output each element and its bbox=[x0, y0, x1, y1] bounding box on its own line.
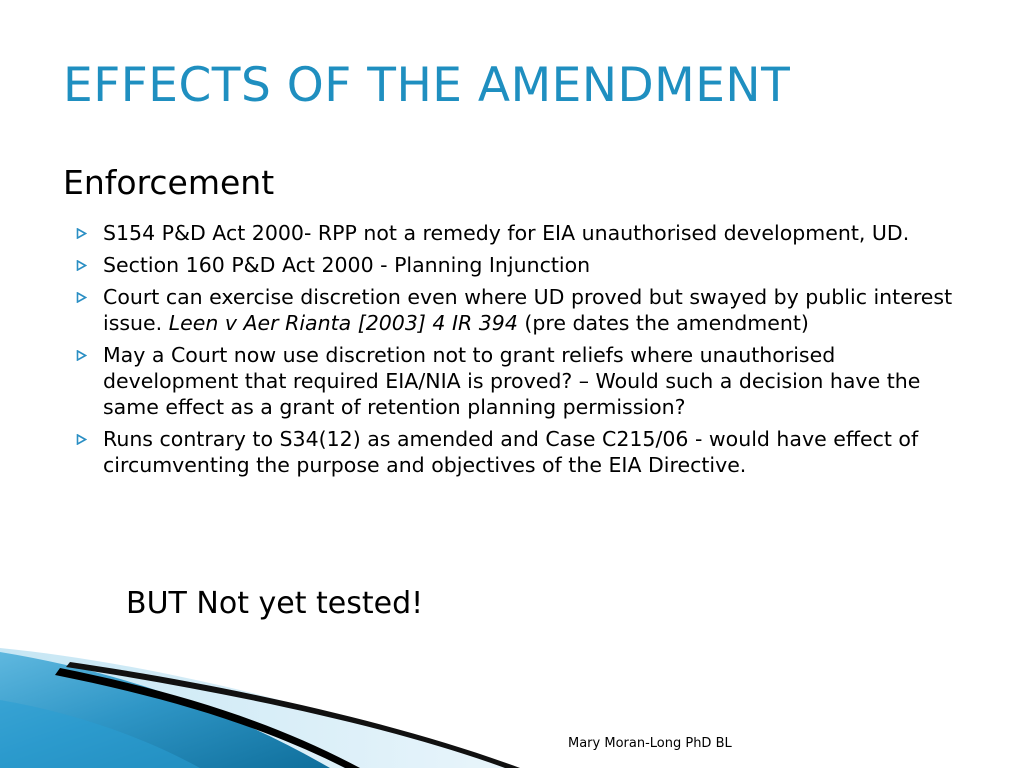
conclusion-text: BUT Not yet tested! bbox=[126, 586, 424, 621]
bullet-item bbox=[74, 342, 974, 420]
bullet-item bbox=[74, 220, 974, 246]
bullet-text: Section 160 P&D Act 2000 - Planning Injunction bbox=[103, 253, 591, 277]
bullet-list bbox=[74, 220, 974, 484]
open-triangle-arrow-icon bbox=[76, 220, 88, 246]
slide-title: EFFECTS OF THE AMENDMENT bbox=[63, 58, 791, 113]
open-triangle-arrow-icon bbox=[76, 284, 88, 310]
footer-author: Mary Moran-Long PhD BL bbox=[568, 736, 732, 751]
open-triangle-arrow-icon bbox=[76, 426, 88, 452]
bullet-text: S154 P&D Act 2000- RPP not a remedy for EIA unauthorised development, UD. bbox=[103, 221, 910, 245]
bullet-text: Court can exercise discretion even where UD proved but swayed by public interest issue. bbox=[103, 285, 953, 335]
bullet-item bbox=[74, 426, 974, 478]
open-triangle-arrow-icon bbox=[76, 342, 88, 368]
bullet-text: May a Court now use discretion not to grant reliefs where unauthorised development that required EIA/NIA is proved? – Would such a decision have the same effect as a grant of retention planning permission? bbox=[103, 343, 921, 419]
case-citation: Leen v Aer Rianta [2003] 4 IR 394 bbox=[168, 311, 518, 335]
bullet-text-continued: (pre dates the amendment) bbox=[517, 311, 809, 335]
bullet-text: Runs contrary to S34(12) as amended and Case C215/06 - would have effect of circumventing the purpose and objectives of the EIA Directive. bbox=[103, 427, 919, 477]
slide-subtitle: Enforcement bbox=[63, 163, 275, 202]
bullet-item bbox=[74, 284, 974, 336]
open-triangle-arrow-icon bbox=[76, 252, 88, 278]
bullet-item bbox=[74, 252, 974, 278]
